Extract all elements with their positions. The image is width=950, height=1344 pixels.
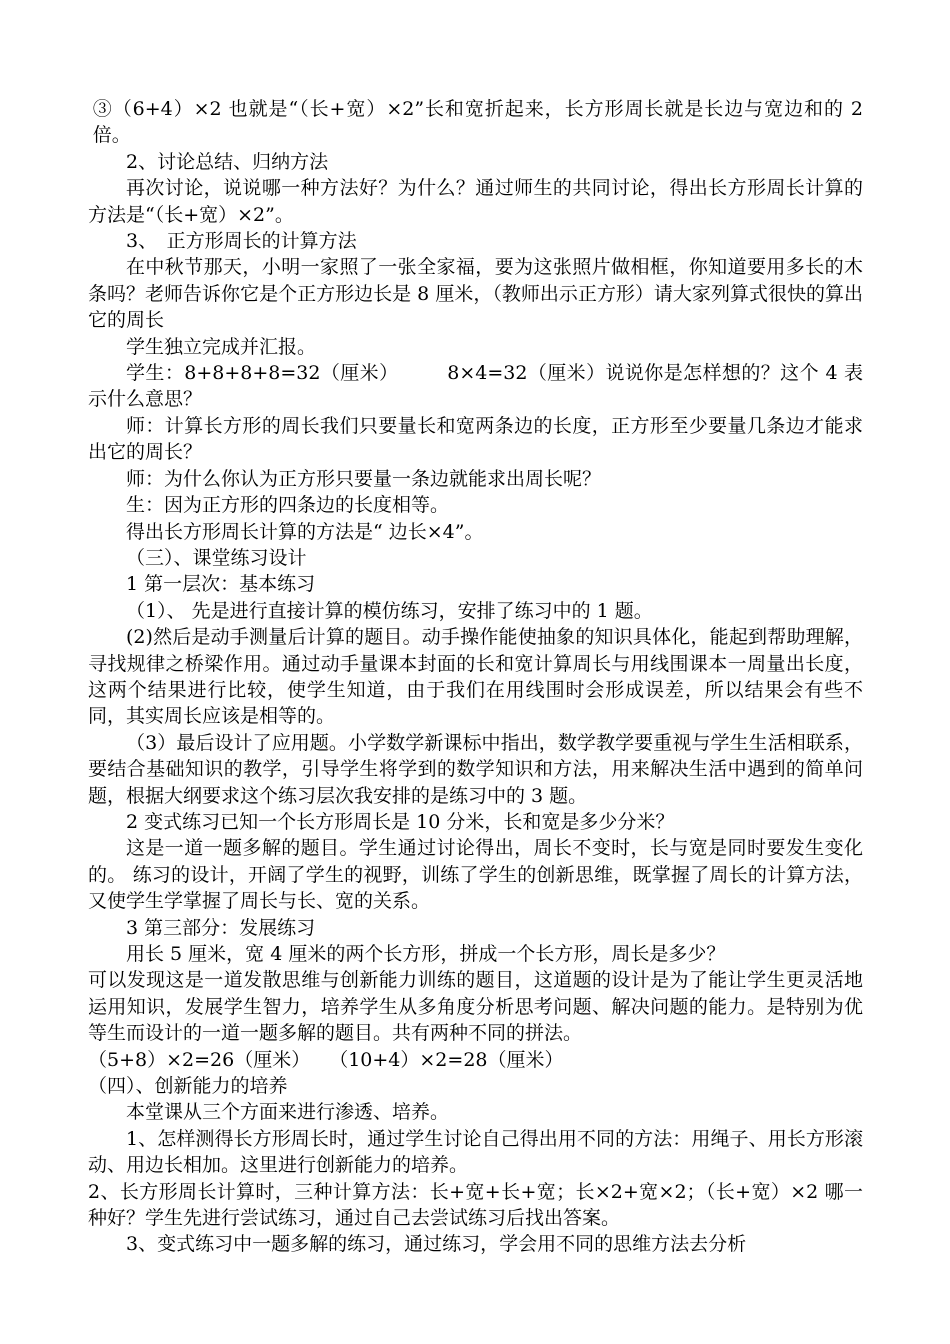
paragraph: 3、 正方形周长的计算方法 xyxy=(126,230,357,253)
paragraph: 3、变式练习中一题多解的练习，通过练习，学会用不同的思维方法去分析 xyxy=(126,1233,747,1256)
paragraph: 生：因为正方形的四条边的长度相等。 xyxy=(126,494,450,517)
paragraph: 师：为什么你认为正方形只要量一条边就能求出周长呢？ xyxy=(126,467,602,490)
paragraph: 师：计算长方形的周长我们只要量长和宽两条边的长度，正方形至少要量几条边才能求出它的周长？ xyxy=(88,414,863,464)
paragraph: 1 第一层次：基本练习 xyxy=(126,573,316,596)
paragraph: (2)然后是动手测量后计算的题目。动手操作能使抽象的知识具体化，能起到帮助理解，寻找规律之桥梁作用。通过动手量课本封面的长和宽计算周长与用线围课本一周量出长度，这两个结果进行比较，使学生知道，由于我们在用线围时会形成误差，所以结果会有些不同，其实周长应该是相等的。 xyxy=(88,626,863,728)
paragraph: 2、长方形周长计算时，三种计算方法：长+宽+长+宽；长×2+宽×2；（长+宽）×2 哪一种好？学生先进行尝试练习，通过自己去尝试练习后找出答案。 xyxy=(88,1180,863,1230)
paragraph: 学生：8+8+8+8=32（厘米） 8×4=32（厘米）说说你是怎样想的？这个 4 表示什么意思？ xyxy=(88,362,863,411)
paragraph: 在中秋节那天，小明一家照了一张全家福，要为这张照片做相框，你知道要用多长的木条吗？老师告诉你它是个正方形边长是 8 厘米，（教师出示正方形）请大家列算式很快的算出它的周长 xyxy=(88,256,863,332)
paragraph: （三）、课堂练习设计 xyxy=(126,546,307,569)
paragraph: 用长 5 厘米，宽 4 厘米的两个长方形，拼成一个长方形，周长是多少？ xyxy=(126,943,726,965)
document-page xyxy=(88,96,863,1258)
paragraph: ③（6+4）×2 也就是“（长+宽）×2”长和宽折起来，长方形周长就是长边与宽边和的 2 倍。 xyxy=(92,98,863,147)
paragraph: 2 变式练习已知一个长方形周长是 10 分米，长和宽是多少分米？ xyxy=(126,810,675,833)
paragraph: 本堂课从三个方面来进行渗透、培养。 xyxy=(126,1101,450,1124)
paragraph: 学生独立完成并汇报。 xyxy=(126,335,317,358)
paragraph: 2、讨论总结、归纳方法 xyxy=(126,150,329,173)
paragraph: （1）、 先是进行直接计算的模仿练习，安排了练习中的 1 题。 xyxy=(126,599,653,622)
paragraph: 这是一道一题多解的题目。学生通过讨论得出，周长不变时，长与宽是同时要发生变化的。 练习的设计，开阔了学生的视野，训练了学生的创新思维，既掌握了周长的计算方法，又使学生学掌握了周长与长、宽的关系。 xyxy=(88,837,863,913)
paragraph: （四）、创新能力的培养 xyxy=(88,1075,288,1098)
paragraph: 3 第三部分：发展练习 xyxy=(126,916,316,939)
paragraph: （3）最后设计了应用题。小学数学新课标中指出，数学教学要重视与学生生活相联系，要结合基础知识的教学，引导学生将学到的数学知识和方法，用来解决生活中遇到的简单问题，根据大纲要求这个练习层次我安排的是练习中的 3 题。 xyxy=(88,731,863,807)
paragraph: 得出长方形周长计算的方法是“ 边长×4”。 xyxy=(126,520,484,543)
paragraph: 再次讨论，说说哪一种方法好？为什么？通过师生的共同讨论，得出长方形周长计算的方法是“（长+宽）×2”。 xyxy=(88,177,863,226)
paragraph: 可以发现这是一道发散思维与创新能力训练的题目，这道题的设计是为了能让学生更灵活地运用知识，发展学生智力，培养学生从多角度分析思考问题、解决问题的能力。是特别为优等生而设计的一道一题多解的题目。共有两种不同的拼法。 xyxy=(88,969,863,1045)
paragraph: 1、怎样测得长方形周长时，通过学生讨论自己得出用不同的方法：用绳子、用长方形滚动、用边长相加。这里进行创新能力的培养。 xyxy=(88,1127,863,1177)
paragraph: （5+8）×2=26（厘米） （10+4）×2=28（厘米） xyxy=(88,1048,564,1071)
